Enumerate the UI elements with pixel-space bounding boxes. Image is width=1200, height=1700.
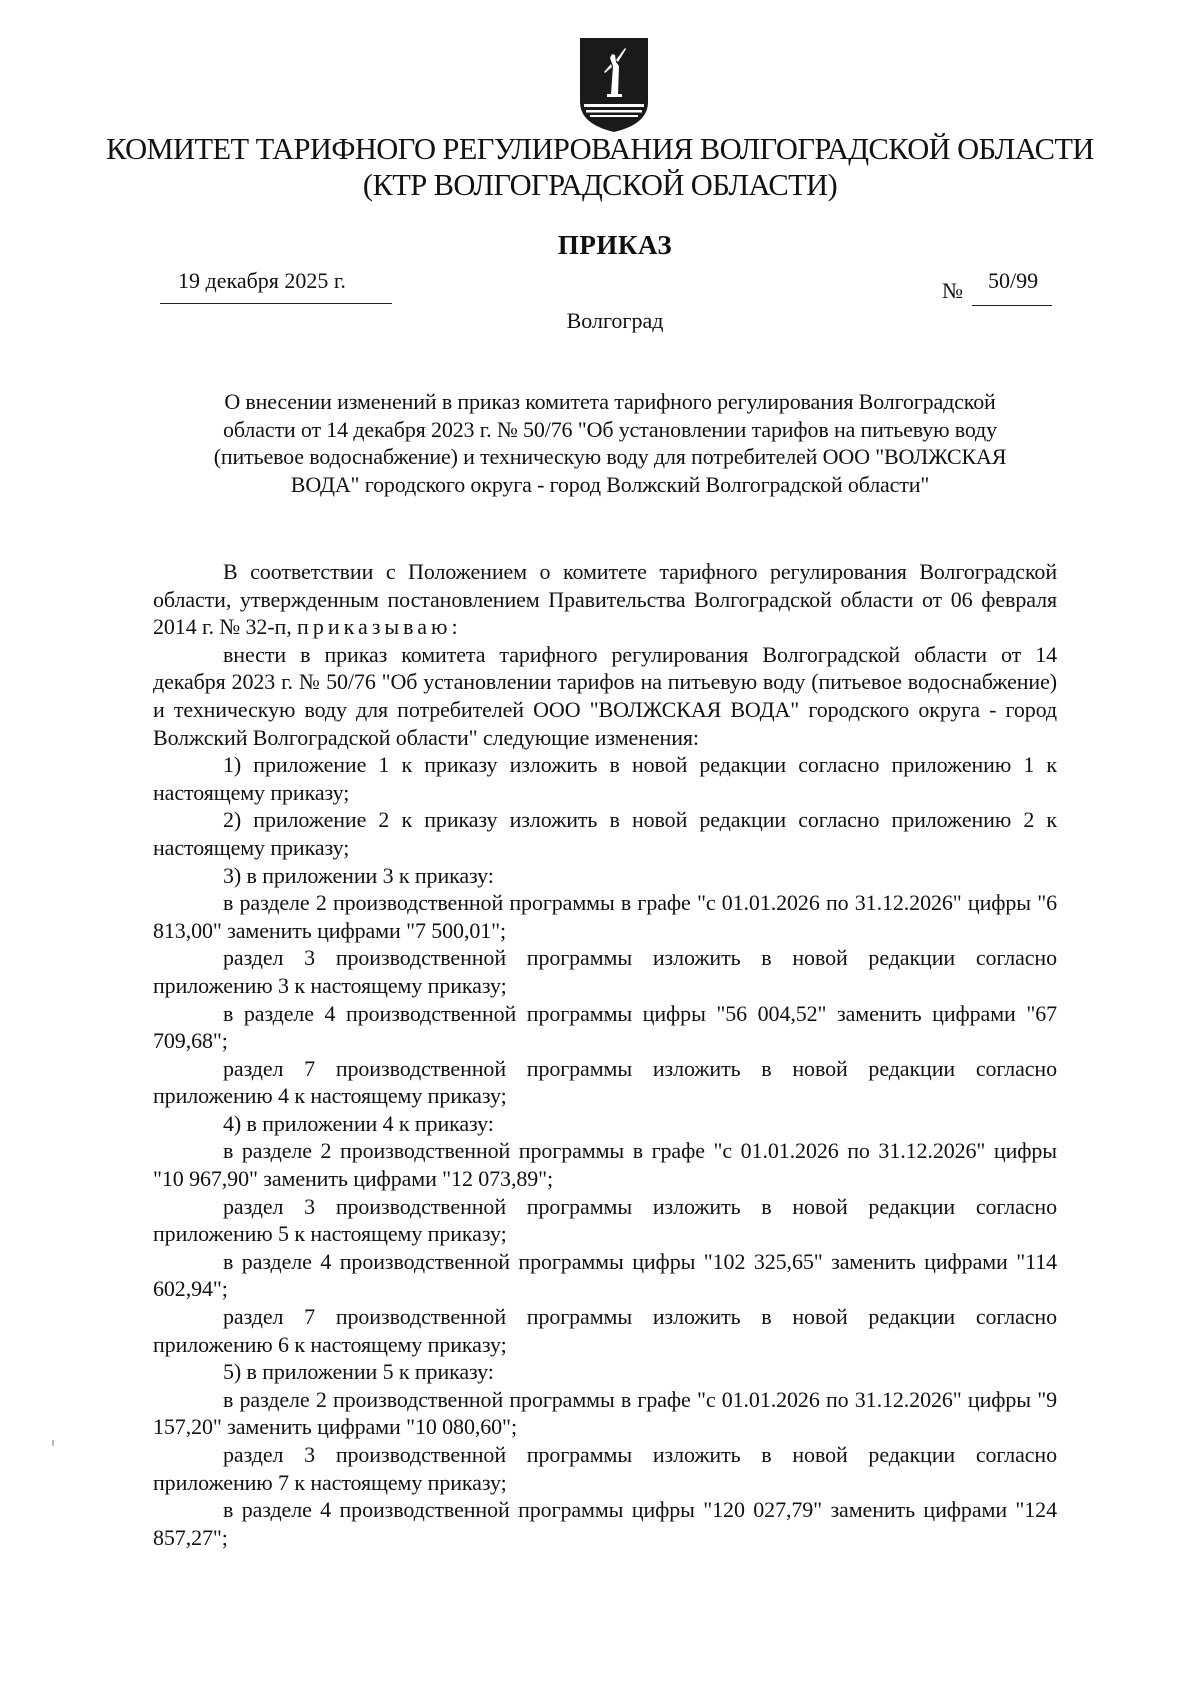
body-paragraph: внести в приказ комитета тарифного регулирования Волгоградской области от 14 декабря 2023 г. № 50/76 "Об установлении тарифов на питьевую воду (питьевое водоснабжение) и техническую воду для потребителей ООО "ВОЛЖСКАЯ ВОДА" городского округа - город Волжский Волгоградской области" следующие изменения: <box>153 641 1057 750</box>
order-date: 19 декабря 2025 г. <box>178 268 346 293</box>
body-paragraph: раздел 7 производственной программы изложить в новой редакции согласно приложению 4 к настоящему приказу; <box>153 1055 1057 1109</box>
subject-line: О внесении изменений в приказ комитета тарифного регулирования Волгоградской <box>224 389 996 414</box>
body-paragraph: раздел 3 производственной программы изложить в новой редакции согласно приложению 5 к настоящему приказу; <box>153 1193 1057 1247</box>
body-paragraph: раздел 3 производственной программы изложить в новой редакции согласно приложению 3 к настоящему приказу; <box>153 945 1057 998</box>
preamble-paragraph <box>153 558 1057 641</box>
body-paragraph: 2) приложение 2 к приказу изложить в новой редакции согласно приложению 2 к настоящему приказу; <box>153 807 1057 860</box>
document-title: ПРИКАЗ <box>557 230 673 260</box>
organization-abbreviation: (КТР ВОЛГОГРАДСКОЙ ОБЛАСТИ) <box>362 168 838 202</box>
preamble-directive: приказываю: <box>297 614 462 640</box>
order-body <box>153 558 1057 1551</box>
order-city: Волгоград <box>566 308 664 333</box>
body-paragraph: в разделе 2 производственной программы в графе "с 01.01.2026 по 31.12.2026" цифры "6 813,00" заменить цифрами "7 500,01"; <box>153 890 1057 943</box>
order-subject <box>160 388 1060 498</box>
body-paragraph: в разделе 2 производственной программы в графе "с 01.01.2026 по 31.12.2026" цифры "9 157,20" заменить цифрами "10 080,60"; <box>153 1386 1057 1440</box>
subject-line: (питьевое водоснабжение) и техническую воду для потребителей ООО "ВОЛЖСКАЯ <box>213 444 1007 469</box>
body-paragraph: 5) в приложении 5 к приказу: <box>223 1359 494 1385</box>
number-underline <box>972 305 1052 306</box>
body-paragraph: в разделе 2 производственной программы в графе "с 01.01.2026 по 31.12.2026" цифры "10 967,90" заменить цифрами "12 073,89"; <box>153 1138 1057 1192</box>
preamble-text: В соответствии с Положением о комитете тарифного регулирования Волгоградской области, утвержденным постановлением Правительства Волгоградской области от 06 февраля 2014 г. № 32-п, <box>153 559 1057 640</box>
body-paragraph: раздел 3 производственной программы изложить в новой редакции согласно приложению 7 к настоящему приказу; <box>153 1442 1057 1495</box>
body-paragraph: 4) в приложении 4 к приказу: <box>223 1110 494 1136</box>
body-paragraph: в разделе 4 производственной программы цифры "102 325,65" заменить цифрами "114 602,94"; <box>153 1248 1057 1302</box>
body-paragraph: в разделе 4 производственной программы цифры "56 004,52" заменить цифрами "67 709,68"; <box>153 1000 1057 1054</box>
date-underline <box>160 303 392 304</box>
subject-line: ВОДА" городского округа - город Волжский Волгоградской области" <box>290 471 930 497</box>
organization-name: КОМИТЕТ ТАРИФНОГО РЕГУЛИРОВАНИЯ ВОЛГОГРАДСКОЙ ОБЛАСТИ <box>106 132 1094 166</box>
order-number: 50/99 <box>988 268 1039 293</box>
scan-margin-mark <box>52 1440 54 1446</box>
order-number-label: № <box>942 278 963 303</box>
subject-line: области от 14 декабря 2023 г. № 50/76 "Об установлении тарифов на питьевую воду <box>223 416 997 442</box>
body-paragraph: раздел 7 производственной программы изложить в новой редакции согласно приложению 6 к настоящему приказу; <box>153 1304 1057 1357</box>
volgograd-coat-of-arms-icon <box>578 36 650 134</box>
body-paragraph: 3) в приложении 3 к приказу: <box>223 862 494 888</box>
body-paragraph: 1) приложение 1 к приказу изложить в новой редакции согласно приложению 1 к настоящему приказу; <box>153 752 1057 805</box>
body-paragraph: в разделе 4 производственной программы цифры "120 027,79" заменить цифрами "124 857,27"; <box>153 1497 1057 1550</box>
